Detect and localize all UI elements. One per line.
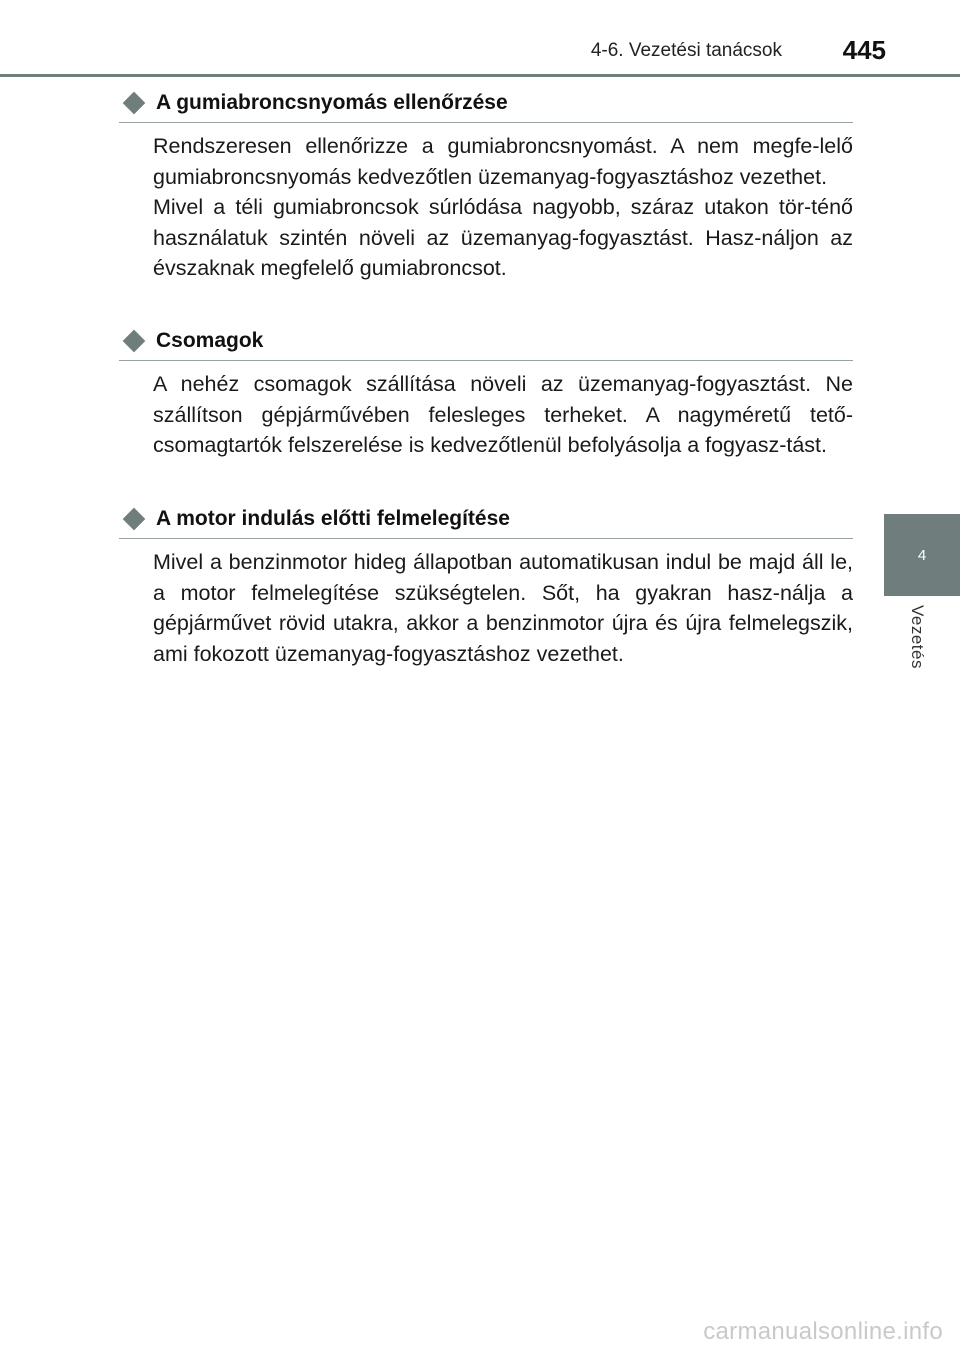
chapter-number: 4	[917, 546, 927, 564]
section-heading	[119, 321, 853, 361]
paragraph: A nehéz csomagok szállítása növeli az üzemanyag-fogyasztást. Ne szállítson gépjárművében felesleges terheket. A nagyméretű tető-csomagtartók felszerelése is kedvezőtlenül befolyásolja a fogyasz-tást.	[153, 372, 853, 457]
header-divider	[0, 74, 960, 77]
diamond-icon	[123, 329, 146, 352]
section-heading-text: A motor indulás előtti felmelegítése	[156, 506, 510, 530]
section-heading-text: Csomagok	[156, 328, 264, 352]
paragraph: Rendszeresen ellenőrizze a gumiabroncsnyomást. A nem megfe-lelő gumiabroncsnyomás kedvezőtlen üzemanyag-fogyasztáshoz vezethet.	[153, 134, 853, 189]
section-heading	[119, 83, 853, 123]
section-tire-pressure	[119, 83, 853, 284]
section-body	[153, 131, 853, 284]
section-body	[153, 547, 853, 669]
section-body	[153, 369, 853, 461]
section-luggage	[119, 321, 853, 461]
header-section-title: 4-6. Vezetési tanácsok	[590, 40, 782, 61]
diamond-icon	[123, 507, 146, 530]
watermark: carmanualsonline.info	[703, 1318, 943, 1345]
section-heading	[119, 499, 853, 539]
chapter-tab	[884, 514, 960, 596]
page-number: 445	[842, 35, 886, 65]
section-engine-warmup	[119, 499, 853, 669]
chapter-label: Vezetés	[908, 605, 927, 669]
paragraph: Mivel a benzinmotor hideg állapotban automatikusan indul be majd áll le, a motor felmelegítése szükségtelen. Sőt, ha gyakran hasz-nálja a gépjárművet rövid utakra, akkor a benzinmotor újra és újra felmelegszik, ami fokozott üzemanyag-fogyasztáshoz vezethet.	[153, 550, 853, 666]
paragraph: Mivel a téli gumiabroncsok súrlódása nagyobb, száraz utakon tör-ténő használatuk szintén növeli az üzemanyag-fogyasztást. Hasz-náljon az évszaknak megfelelő gumiabroncsot.	[153, 195, 853, 280]
section-heading-text: A gumiabroncsnyomás ellenőrzése	[156, 90, 508, 114]
diamond-icon	[123, 91, 146, 114]
